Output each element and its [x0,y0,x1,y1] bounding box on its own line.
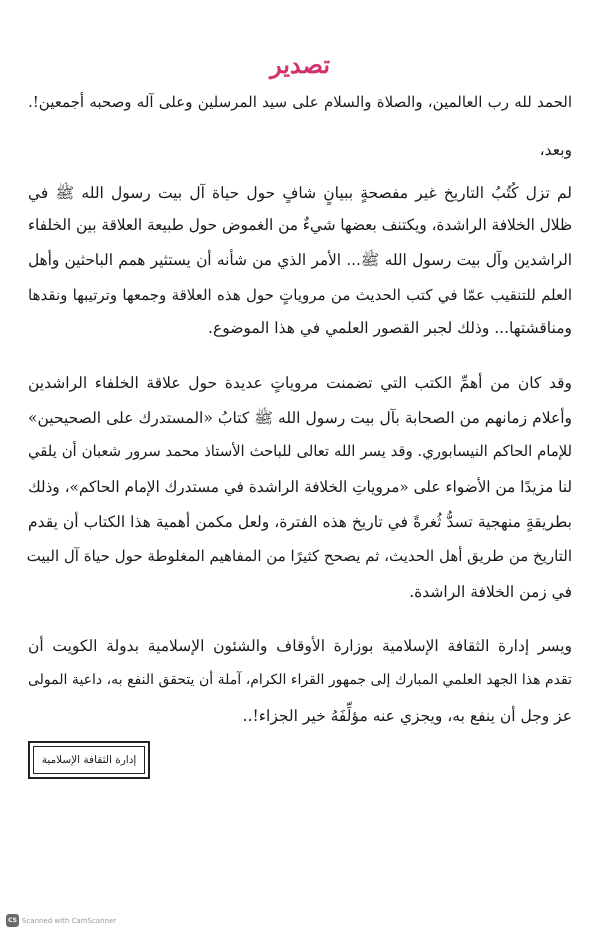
paragraph-1-line-4: العلم للتنقيب عمّا في كتب الحديث من مروياتٍ حول هذه العلاقة وجمعها وترتيبها ونقدها [28,286,572,304]
paragraph-1-line-1: لم تزل كُتُبُ التاريخ غير مفصحةٍ ببيانٍ شافٍ حول حياة آل بيت رسول الله ﷺ في [28,184,572,202]
publisher-stamp-text: إدارة الثقافة الإسلامية [33,746,145,774]
scanner-watermark [6,914,116,927]
opening-line: الحمد لله رب العالمين، والصلاة والسلام على سيد المرسلين وعلى آله وصحبه أجمعين!. [28,93,572,111]
page-title: تصدير [269,50,330,79]
salutation-line: وبعد، [539,141,572,159]
publisher-stamp [28,741,150,779]
paragraph-1-line-5: ومناقشتها... وذلك لجبر القصور العلمي في هذا الموضوع. [208,319,572,337]
paragraph-3-line-2: تقدم هذا الجهد العلمي المبارك إلى جمهور القراء الكرام، آملة أن يتحقق النفع به، داعية المولى [28,672,572,688]
paragraph-2-line-4: لنا مزيدًا من الأضواء على «مروياتِ الخلافة الراشدة في مستدرك الإمام الحاكم»، وذلك [28,478,572,496]
camscanner-icon: CS [6,914,19,927]
paragraph-2-line-3: للإمام الحاكم النيسابوري. وقد يسر الله تعالى للباحث الأستاذ محمد سرور شعبان أن يلقي [28,443,572,460]
paragraph-2-line-2: وأعلام زمانهم من الصحابة بآل بيت رسول الله ﷺ كتابُ «المستدرك على الصحيحين» [28,409,572,427]
paragraph-3-line-3: عز وجل أن ينفع به، ويجزي عنه مؤلِّفَهُ خير الجزاء!.. [242,707,572,725]
scanner-label: Scanned with CamScanner [22,916,117,925]
paragraph-1-line-2: ظلال الخلافة الراشدة، ويكتنف بعضها شيءٌ من الغموض حول طبيعة العلاقة بين الخلفاء [27,216,572,234]
paragraph-3-line-1: ويسر إدارة الثقافة الإسلامية بوزارة الأوقاف والشئون الإسلامية بدولة الكويت أن [28,637,572,655]
paragraph-2-line-6: التاريخ من طريق أهل الحديث، ثم يصحح كثيرًا من المفاهيم المغلوطة حول حياة آل البيت [26,547,572,565]
paragraph-2-line-7: في زمن الخلافة الراشدة. [409,583,572,601]
paragraph-2-line-5: بطريقةٍ منهجية تسدُّ ثُغرةً في تاريخ هذه الفترة، ولعل مكمن أهمية هذا الكتاب أن يقدم [28,513,572,531]
paragraph-1-line-3: الراشدين وآل بيت رسول الله ﷺ... الأمر الذي من شأنه أن يستثير همم الباحثين وأهل [28,251,572,269]
paragraph-2-line-1: وقد كان من أهمِّ الكتب التي تضمنت مروياتٍ عديدة حول علاقة الخلفاء الراشدين [28,374,572,392]
